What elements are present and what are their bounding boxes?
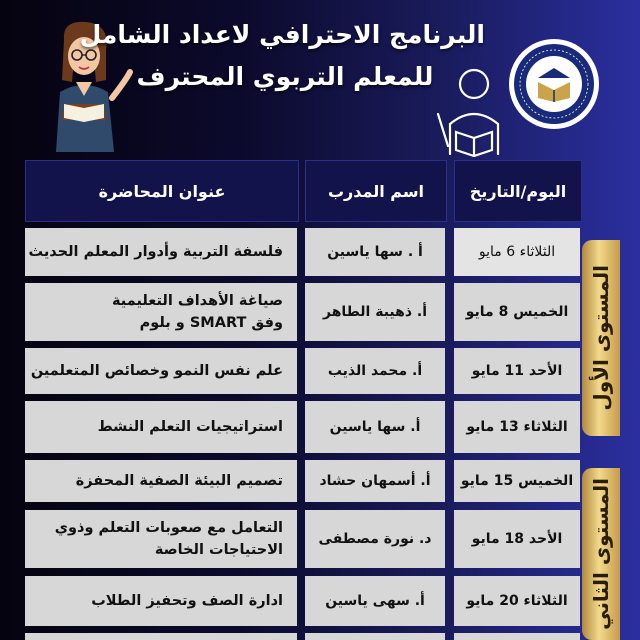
table-row-date: الأحد 11 مايو bbox=[454, 348, 580, 394]
table-row-trainer: أ. أسمهان حشاد bbox=[305, 460, 445, 502]
table-row-lecture: ادارة الصف وتحفيز الطلاب bbox=[25, 576, 297, 626]
table-row-trainer: أ. ذهيبة الطاهر bbox=[305, 283, 445, 341]
level-label-1: المستوى الأول bbox=[589, 265, 613, 411]
table-row-date: الثلاثاء 6 مايو bbox=[454, 228, 580, 276]
student-reading-outline-icon bbox=[430, 62, 510, 157]
table-row-trainer: أ . سها ياسين bbox=[305, 228, 445, 276]
table-row-date: الخميس 15 مايو bbox=[454, 460, 580, 502]
level-label-2: المستوى الثاني bbox=[589, 478, 613, 630]
column-header-date: اليوم/التاريخ bbox=[454, 160, 582, 222]
lecture-line-1: التعامل مع صعوبات التعلم وذوي bbox=[54, 520, 283, 536]
table-row-lecture: علم نفس النمو وخصائص المتعلمين bbox=[25, 348, 297, 394]
table-row-lecture: تصميم البيئة الصفية المحفزة bbox=[25, 460, 297, 502]
lecture-line-2: وفق SMART و بلوم bbox=[139, 315, 283, 331]
institution-logo bbox=[508, 38, 600, 130]
table-row-trainer: أ. محمد الذيب bbox=[305, 348, 445, 394]
table-row-trainer: أ. سهى ياسين bbox=[305, 576, 445, 626]
table-row-lecture: استراتيجيات التعلم النشط bbox=[25, 401, 297, 453]
title-line-1: البرنامج الاحترافي لاعداد الشامل bbox=[79, 20, 485, 49]
column-header-trainer: اسم المدرب bbox=[305, 160, 447, 222]
table-row-date: الثلاثاء 20 مايو bbox=[454, 576, 580, 626]
table-row-date: الأحد 18 مايو bbox=[454, 510, 580, 568]
table-row-lecture: فلسفة التربية وأدوار المعلم الحديث bbox=[25, 228, 297, 276]
table-row-lecture bbox=[25, 283, 297, 341]
table-row-trainer: أ. سها ياسين bbox=[305, 401, 445, 453]
header bbox=[0, 0, 640, 155]
table-row-trainer-partial bbox=[305, 633, 445, 640]
lecture-line-2: الاحتياجات الخاصة bbox=[154, 542, 283, 558]
level-ribbon-2 bbox=[582, 468, 620, 640]
level-ribbon-1 bbox=[582, 240, 620, 436]
table-row-date: الثلاثاء 13 مايو bbox=[454, 401, 580, 453]
table-row-lecture bbox=[25, 510, 297, 568]
table-row-lecture-partial bbox=[25, 633, 297, 640]
title-line-2: للمعلم التربوي المحترف bbox=[136, 62, 434, 91]
lecture-line-1: صياغة الأهداف التعليمية bbox=[112, 293, 283, 309]
column-header-lecture: عنوان المحاضرة bbox=[25, 160, 299, 222]
table-row-trainer: د. نورة مصطفى bbox=[305, 510, 445, 568]
table-row-date: الخميس 8 مايو bbox=[454, 283, 580, 341]
table-row-date-partial bbox=[454, 633, 580, 640]
